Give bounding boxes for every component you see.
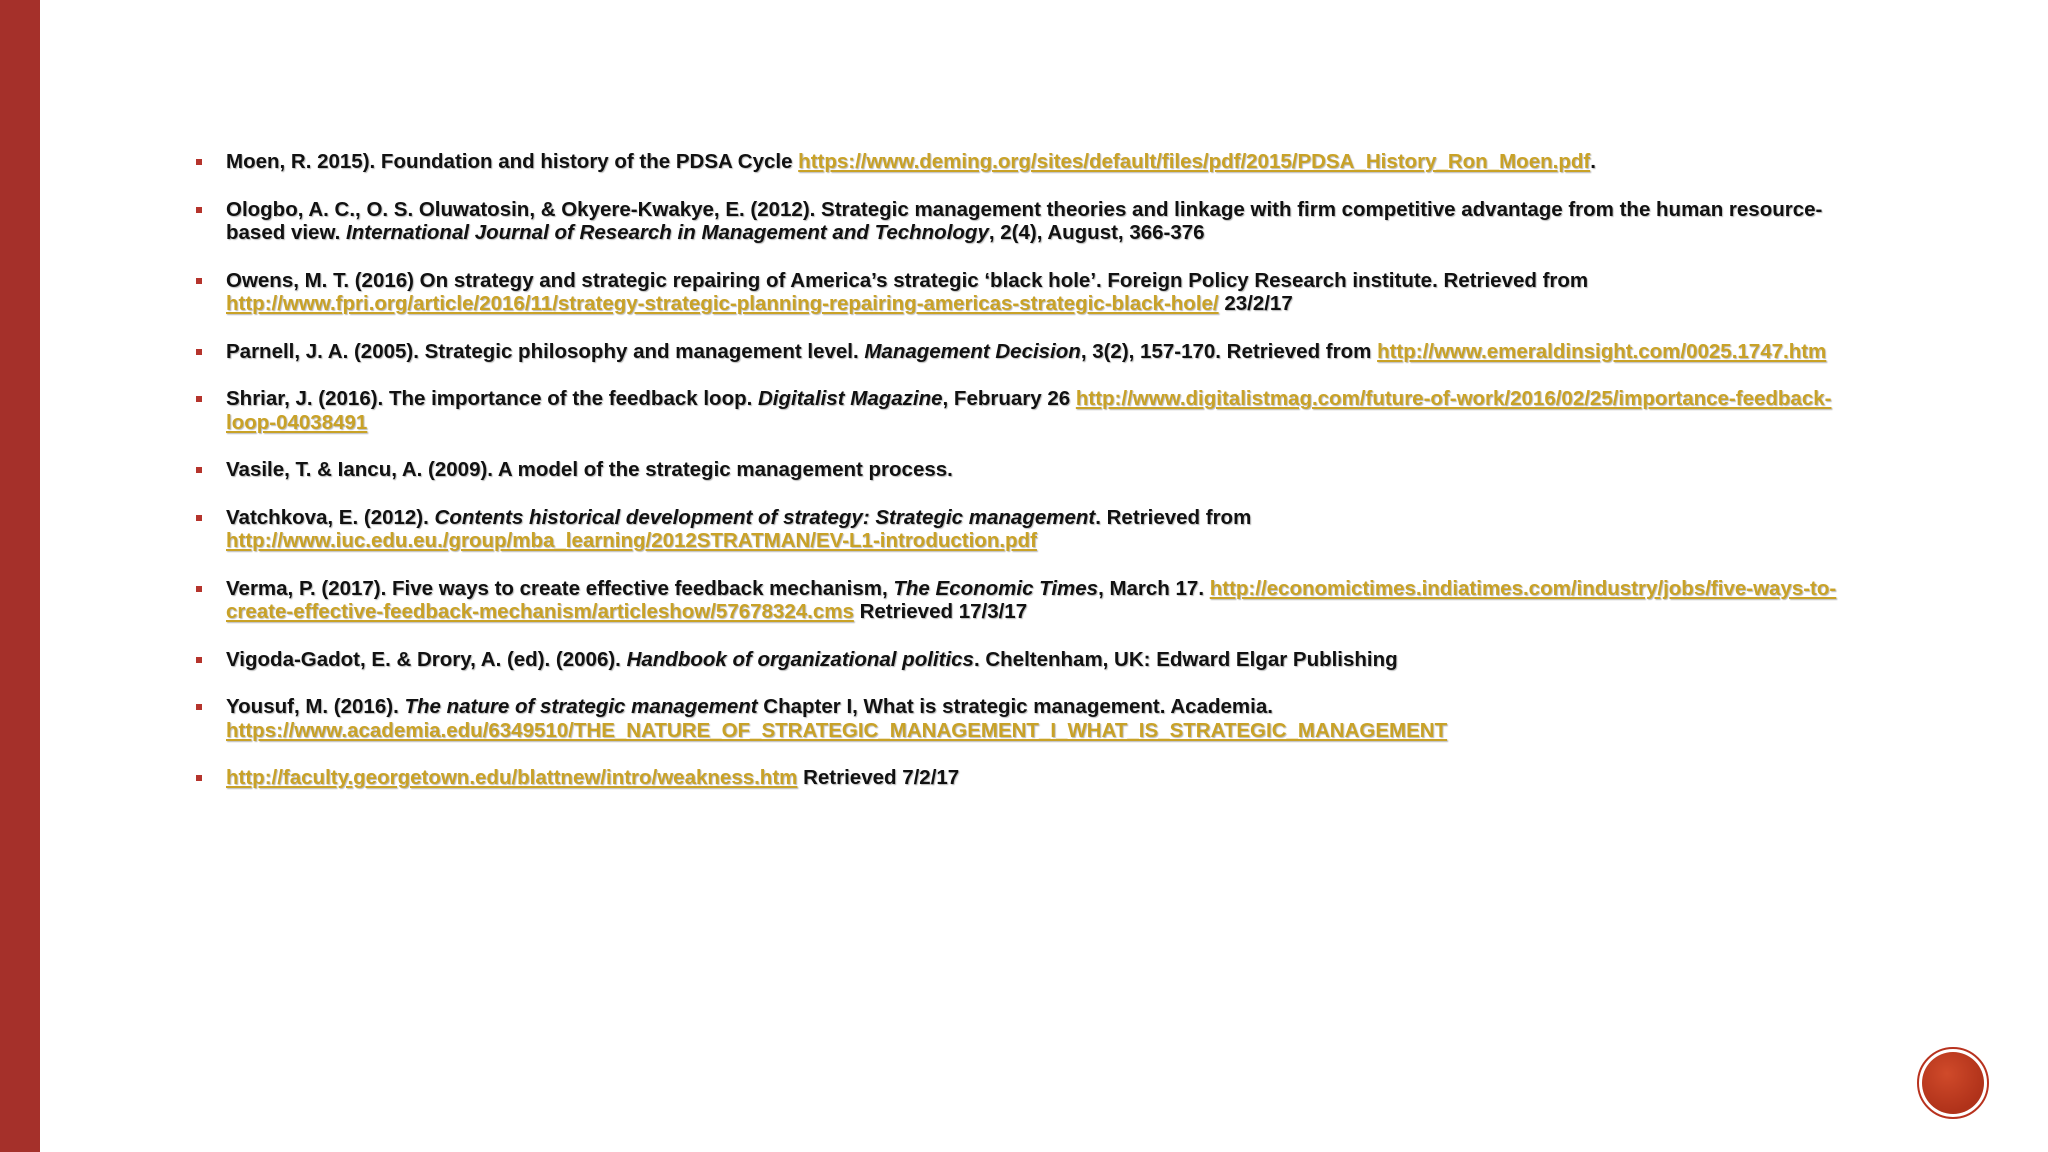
reference-list bbox=[190, 150, 1840, 814]
reference-item-parnell bbox=[190, 340, 1840, 364]
reference-link[interactable]: http://www.digitalistmag.com/future-of-work/2016/02/25/importance-feedback-loop-04038491 bbox=[226, 387, 1832, 434]
reference-source-title: Digitalist Magazine bbox=[758, 387, 943, 410]
reference-item-shriar bbox=[190, 387, 1840, 434]
reference-text: Parnell, J. A. (2005). Strategic philosophy and management level. bbox=[226, 339, 865, 363]
reference-link[interactable]: https://www.academia.edu/6349510/THE_NATURE_OF_STRATEGIC_MANAGEMENT_I_WHAT_IS_STRATEGIC_MANAGEMENT bbox=[226, 718, 1448, 742]
reference-text: Vasile, T. & Iancu, A. (2009). A model of the strategic management process. bbox=[226, 458, 953, 481]
reference-source-title: Contents historical development of strategy: Strategic management bbox=[434, 505, 1096, 529]
reference-text: , 2(4), August, 366-376 bbox=[988, 221, 1205, 244]
reference-source-title: Management Decision bbox=[864, 339, 1081, 363]
bullet-icon bbox=[196, 586, 202, 592]
reference-text: Owens, M. T. (2016) On strategy and strategic repairing of America’s strategic ‘black hole’. Foreign Policy Research institute. Retrieved from bbox=[226, 268, 1589, 292]
bullet-icon bbox=[196, 396, 202, 402]
reference-text: 23/2/17 bbox=[1218, 292, 1293, 315]
bullet-icon bbox=[196, 775, 202, 781]
bullet-icon bbox=[196, 159, 202, 165]
reference-item-moen bbox=[190, 150, 1840, 174]
reference-link[interactable]: http://www.emeraldinsight.com/0025.1747.htm bbox=[1377, 339, 1827, 363]
reference-text: Vatchkova, E. (2012). bbox=[226, 505, 435, 529]
reference-item-yousuf bbox=[190, 695, 1840, 742]
reference-source-title: The nature of strategic management bbox=[404, 695, 758, 718]
bullet-icon bbox=[196, 704, 202, 710]
bullet-icon bbox=[196, 657, 202, 663]
reference-source-title: The Economic Times bbox=[893, 576, 1099, 600]
reference-text: Vigoda-Gadot, E. & Drory, A. (ed). (2006). bbox=[226, 647, 627, 671]
bullet-icon bbox=[196, 467, 202, 473]
circle-button-icon bbox=[1922, 1052, 1984, 1114]
reference-item-vatchkova bbox=[190, 506, 1840, 553]
reference-source-title: Handbook of organizational politics bbox=[626, 647, 974, 671]
reference-item-owens bbox=[190, 269, 1840, 316]
reference-text: Chapter I, What is strategic management. Academia. bbox=[757, 695, 1273, 718]
reference-text: Moen, R. 2015). Foundation and history of the PDSA Cycle bbox=[226, 150, 799, 173]
reference-text: . bbox=[1590, 150, 1596, 173]
reference-text: Verma, P. (2017). Five ways to create effective feedback mechanism, bbox=[226, 576, 894, 600]
reference-item-ologbo bbox=[190, 198, 1840, 245]
reference-item-verma bbox=[190, 577, 1840, 624]
reference-text: , 3(2), 157-170. Retrieved from bbox=[1080, 339, 1378, 363]
reference-link[interactable]: http://economictimes.indiatimes.com/industry/jobs/five-ways-to-create-effective-feedback-mechanism/articleshow/57678324.cms bbox=[226, 576, 1837, 623]
reference-text: Ologbo, A. C., O. S. Oluwatosin, & Okyere-Kwakye, E. (2012). Strategic management theories and linkage with firm competitive advantage from the human resource-based view. bbox=[226, 197, 1823, 244]
bullet-icon bbox=[196, 207, 202, 213]
reference-text: . Retrieved from bbox=[1095, 505, 1252, 529]
reference-item-georgetown bbox=[190, 766, 1840, 790]
reference-link[interactable]: http://www.fpri.org/article/2016/11/strategy-strategic-planning-repairing-americas-strategic-black-hole/ bbox=[226, 292, 1219, 315]
reference-text: Retrieved 17/3/17 bbox=[853, 600, 1028, 623]
reference-link[interactable]: http://www.iuc.edu.eu./group/mba_learning/2012STRATMAN/EV-L1-introduction.pdf bbox=[226, 529, 1037, 552]
reference-source-title: International Journal of Research in Management and Technology bbox=[346, 221, 989, 244]
reference-text: Shriar, J. (2016). The importance of the feedback loop. bbox=[226, 387, 758, 410]
reference-text: Yousuf, M. (2016). bbox=[226, 695, 405, 718]
reference-item-vasile bbox=[190, 458, 1840, 482]
reference-text: , March 17. bbox=[1098, 576, 1210, 600]
bullet-icon bbox=[196, 278, 202, 284]
reference-link[interactable]: http://faculty.georgetown.edu/blattnew/intro/weakness.htm bbox=[226, 766, 798, 789]
bullet-icon bbox=[196, 515, 202, 521]
reference-text: . Cheltenham, UK: Edward Elgar Publishing bbox=[973, 647, 1398, 671]
reference-text: Retrieved 7/2/17 bbox=[797, 766, 960, 789]
reference-item-vigoda-gadot bbox=[190, 648, 1840, 672]
reference-link[interactable]: https://www.deming.org/sites/default/files/pdf/2015/PDSA_History_Ron_Moen.pdf bbox=[798, 150, 1591, 173]
next-slide-button[interactable] bbox=[1917, 1047, 1989, 1119]
reference-text: , February 26 bbox=[942, 387, 1076, 410]
left-accent-bar bbox=[0, 0, 40, 1152]
bullet-icon bbox=[196, 349, 202, 355]
